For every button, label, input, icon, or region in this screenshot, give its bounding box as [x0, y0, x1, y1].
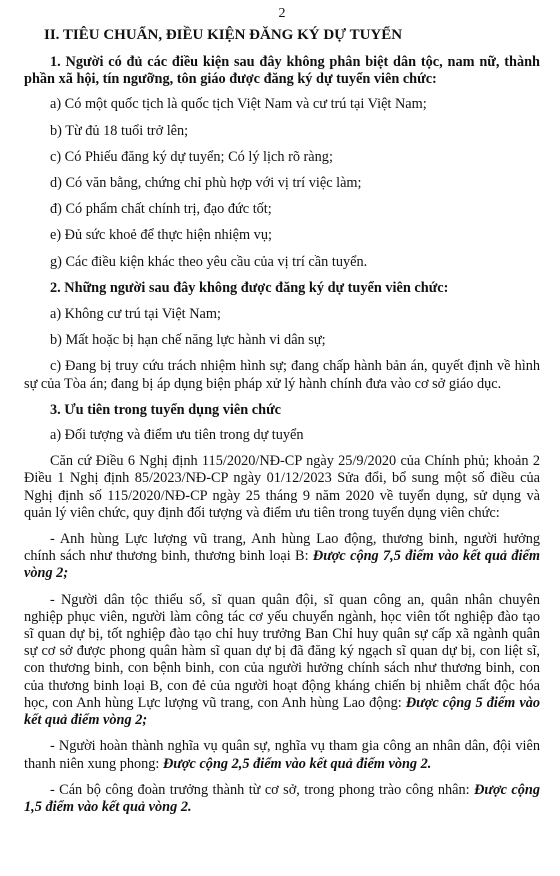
s1-item-c: c) Có Phiếu đăng ký dự tuyển; Có lý lịch rõ ràng; [50, 148, 333, 165]
priority-item-1 [24, 531, 540, 583]
priority-2-text: - Người dân tộc thiểu số, sĩ quan quân đội, sĩ quan công an, quân nhân chuyên nghiệp phục viên, người làm công tác cơ yếu chuyển ngành, học viên tốt nghiệp đào tạo sĩ quan dự bị, tốt nghiệp đào tạo chỉ huy trưởng Ban Chỉ huy quân sự cấp xã ngành quân sự cơ sở được phong quân hàm sĩ quan dự bị đã đăng ký ngạch sĩ quan dự bị, con liệt sĩ, con thương binh, con bệnh binh, con của người hưởng chính sách như thương binh, con của thương binh loại B, con đẻ của người hoạt động kháng chiến bị nhiễm chất độc hóa học, con Anh hùng Lực lượng vũ trang, con Anh hùng Lao động: [24, 591, 540, 711]
page-number: 2 [278, 6, 286, 21]
priority-item-4 [24, 782, 540, 816]
s2-item-a: a) Không cư trú tại Việt Nam; [50, 306, 221, 323]
priority-1-bonus: Được cộng 7,5 điểm vào kết quả điểm vòng 2; [24, 548, 540, 582]
priority-item-2 [24, 592, 540, 730]
s2-item-c: c) Đang bị truy cứu trách nhiệm hình sự; đang chấp hành bản án, quyết định về hình sự của Tòa án; đang bị áp dụng biện pháp xử lý hành chính đưa vào cơ sở giáo dục. [24, 358, 540, 392]
s1-item-a: a) Có một quốc tịch là quốc tịch Việt Nam và cư trú tại Việt Nam; [50, 96, 427, 113]
s3-basis: Căn cứ Điều 6 Nghị định 115/2020/NĐ-CP ngày 25/9/2020 của Chính phủ; khoản 2 Điều 1 Nghị định 85/2023/NĐ-CP ngày 01/12/2023 Sửa đổi, bổ sung một số điều của Nghị định số 115/2020/NĐ-CP ngày 25 tháng 9 năm 2020 về tuyển dụng, sử dụng và quản lý viên chức, quy định đối tượng và điểm ưu tiên trong tuyển dụng viên chức: [24, 453, 540, 521]
s1-item-dd: đ) Có phẩm chất chính trị, đạo đức tốt; [50, 201, 272, 218]
priority-4-bonus: Được cộng 1,5 điểm vào kết quả vòng 2. [24, 781, 540, 815]
priority-1-text: - Anh hùng Lực lượng vũ trang, Anh hùng Lao động, thương binh, người hưởng chính sách như thương binh, thương binh loại B: [24, 531, 540, 565]
priority-3-bonus: Được cộng 2,5 điểm vào kết quả điểm vòng 2. [162, 755, 432, 772]
s1-item-e: e) Đủ sức khoẻ để thực hiện nhiệm vụ; [50, 227, 272, 244]
s2-item-b: b) Mất hoặc bị hạn chế năng lực hành vi dân sự; [50, 332, 326, 349]
s2-heading: 2. Những người sau đây không được đăng ký dự tuyển viên chức: [50, 279, 449, 296]
s1-item-b: b) Từ đủ 18 tuổi trở lên; [50, 122, 189, 139]
priority-4-text: - Cán bộ công đoàn trưởng thành từ cơ sở, trong phong trào công nhân: [50, 781, 475, 798]
priority-3-text: - Người hoàn thành nghĩa vụ quân sự, nghĩa vụ tham gia công an nhân dân, đội viên thanh niên xung phong: [24, 738, 540, 772]
section-title: II. TIÊU CHUẨN, ĐIỀU KIỆN ĐĂNG KÝ DỰ TUYỂN [44, 27, 403, 43]
s3-heading: 3. Ưu tiên trong tuyển dụng viên chức [50, 401, 281, 418]
priority-item-3 [24, 738, 540, 772]
s1-item-g: g) Các điều kiện khác theo yêu cầu của vị trí cần tuyển. [50, 253, 368, 270]
s1-heading: 1. Người có đủ các điều kiện sau đây không phân biệt dân tộc, nam nữ, thành phần xã hội, tín ngưỡng, tôn giáo được đăng ký dự tuyển viên chức: [24, 54, 540, 88]
s1-item-d: d) Có văn bằng, chứng chỉ phù hợp với vị trí việc làm; [50, 175, 362, 192]
s3-sub-a: a) Đối tượng và điểm ưu tiên trong dự tuyển [50, 427, 304, 444]
priority-2-bonus: Được cộng 5 điểm vào kết quả điểm vòng 2; [24, 694, 541, 729]
